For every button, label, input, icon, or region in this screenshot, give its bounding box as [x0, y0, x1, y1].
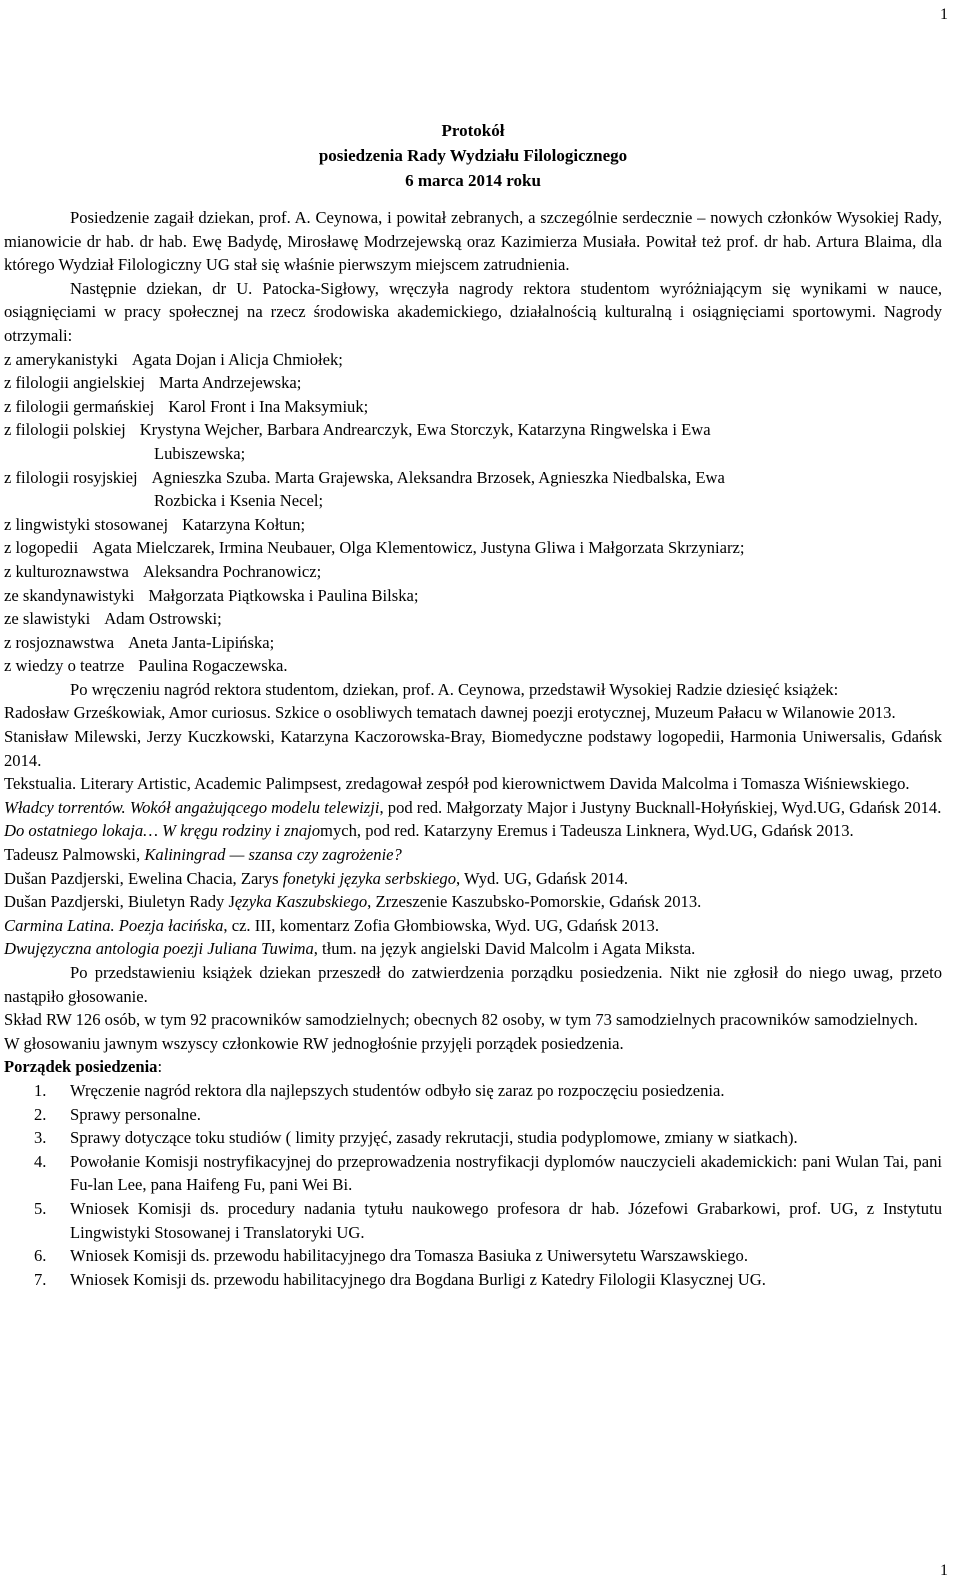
award-names: Aleksandra Pochranowicz;	[142, 561, 322, 581]
award-field: ze slawistyki	[4, 609, 91, 629]
award-field: z lingwistyki stosowanej	[4, 514, 169, 534]
agenda-item-text: Wniosek Komisji ds. przewodu habilitacyjnego dra Tomasza Basiuka z Uniwersytetu Warszawskiego.	[70, 1246, 748, 1266]
agenda-heading-colon: :	[157, 1057, 163, 1077]
book-entry	[4, 796, 942, 820]
award-names: Małgorzata Piątkowska i Paulina Bilska;	[148, 585, 419, 605]
book-entry	[4, 725, 942, 772]
award-names: Karol Front i Ina Maksymiuk;	[168, 396, 369, 416]
title-line-1: Protokół	[441, 121, 505, 140]
award-names: Agata Dojan i Alicja Chmiołek;	[131, 349, 343, 369]
book-text: Tadeusz Palmowski,	[4, 845, 145, 865]
awards-intro-paragraph: Następnie dziekan, dr U. Patocka-Sigłowy, wręczyła nagrody rektora studentom wyróżniającym się wynikami w nauce, osiągnięciami w pracy społecznej na rzecz środowiska akademickiego, działalnością kulturalną i osiągnięciami sportowymi. Nagrody otrzymali:	[4, 278, 942, 345]
agenda-heading	[4, 1055, 942, 1079]
agenda-item	[4, 1197, 942, 1244]
document-title	[4, 118, 942, 193]
agenda-item-number: 1.	[34, 1080, 47, 1100]
book-text: Dušan Pazdjerski, Biuletyn Rady J	[4, 892, 235, 912]
book-entry	[4, 867, 942, 891]
award-row	[4, 371, 942, 395]
book-entry	[4, 819, 942, 843]
book-title-italic: Carmina Latina. Poezja łacińska	[4, 915, 224, 935]
agenda-item-number: 2.	[34, 1104, 47, 1124]
award-names: Adam Ostrowski;	[104, 609, 222, 629]
agenda-item-text: Powołanie Komisji nostryfikacyjnej do przeprowadzenia nostryfikacji dyplomów nauczycieli akademickich: pani Wulan Tai, pani Fu-lan Lee, pana Haifeng Fu, pani Wei Bi.	[70, 1151, 942, 1195]
book-text: mych, pod red. Katarzyny Eremus i Tadeusza Linknera, Wyd.UG, Gdańsk 2013.	[320, 821, 854, 841]
award-field: z filologii angielskiej	[4, 373, 146, 393]
vote-paragraph: W głosowaniu jawnym wszyscy członkowie RW jednogłośnie przyjęli porządek posiedzenia.	[4, 1033, 624, 1053]
document-body	[4, 118, 942, 1291]
award-row	[4, 560, 942, 584]
award-row	[4, 607, 942, 631]
award-names: Katarzyna Kołtun;	[182, 514, 306, 534]
agenda-item-number: 7.	[34, 1269, 47, 1289]
award-names: Paulina Rogaczewska.	[138, 656, 288, 676]
book-title-italic: fonetyki języka serbskiego	[282, 868, 457, 888]
award-names: Marta Andrzejewska;	[159, 373, 302, 393]
award-names: Aneta Janta-Lipińska;	[128, 632, 275, 652]
award-field: z rosjoznawstwa	[4, 632, 115, 652]
agenda-item	[4, 1126, 942, 1150]
book-entry	[4, 914, 942, 938]
book-text: Radosław Grześkowiak, Amor curiosus. Szkice o osobliwych tematach dawnej poezji erotycznej, Muzeum Pałacu w Wilanowie 2013.	[4, 703, 896, 723]
book-entry	[4, 701, 942, 725]
award-row	[4, 536, 942, 560]
book-text: , Wyd. UG, Gdańsk 2014.	[456, 868, 629, 888]
award-field: z wiedzy o teatrze	[4, 656, 125, 676]
book-text: , tłum. na język angielski David Malcolm i Agata Miksta.	[313, 939, 696, 959]
agenda-item	[4, 1103, 942, 1127]
award-row	[4, 654, 942, 678]
award-names-continued: Rozbicka i Ksenia Necel;	[154, 491, 324, 511]
award-row	[4, 466, 942, 490]
award-field: z filologii germańskiej	[4, 396, 155, 416]
award-row	[4, 631, 942, 655]
award-field: z logopedii	[4, 538, 79, 558]
book-text: , cz. III, komentarz Zofia Głombiowska, Wyd. UG, Gdańsk 2013.	[223, 915, 659, 935]
award-names-continued: Lubiszewska;	[154, 443, 246, 463]
opening-paragraph: Posiedzenie zagaił dziekan, prof. A. Ceynowa, i powitał zebranych, a szczególnie serdecznie – nowych członków Wysokiej Rady, mianowicie dr hab. dr hab. Ewę Badydę, Mirosławę Modrzejewską oraz Kazimierza Musiała. Powitał też prof. dr hab. Artura Blaima, dla którego Wydział Filologiczny UG stał się właśnie pierwszym miejscem zatrudnienia.	[4, 208, 942, 275]
agenda-item-text: Wniosek Komisji ds. przewodu habilitacyjnego dra Bogdana Burligi z Katedry Filologii Klasycznej UG.	[70, 1269, 766, 1289]
page-number-top: 1	[940, 6, 948, 23]
page-number-bottom: 1	[940, 1562, 948, 1579]
agenda-item-number: 6.	[34, 1246, 47, 1266]
book-entry	[4, 843, 942, 867]
book-text: , Zrzeszenie Kaszubsko-Pomorskie, Gdańsk 2013.	[367, 892, 702, 912]
agenda-item-text: Wręczenie nagród rektora dla najlepszych studentów odbyło się zaraz po rozpoczęciu posiedzenia.	[70, 1080, 725, 1100]
award-row	[4, 584, 942, 608]
award-names: Agata Mielczarek, Irmina Neubauer, Olga Klementowicz, Justyna Gliwa i Małgorzata Skrzyniarz;	[92, 538, 745, 558]
title-line-2: posiedzenia Rady Wydziału Filologicznego	[318, 146, 628, 165]
books-intro-paragraph: Po wręczeniu nagród rektora studentom, dziekan, prof. A. Ceynowa, przedstawił Wysokiej Radzie dziesięć książek:	[70, 679, 839, 699]
award-row	[4, 348, 942, 372]
agenda-item-text: Sprawy personalne.	[70, 1104, 201, 1124]
agenda-item	[4, 1268, 942, 1292]
agenda-item-text: Wniosek Komisji ds. procedury nadania tytułu naukowego profesora dr hab. Józefowi Grabarkowi, prof. UG, z Instytutu Lingwistyki Stosowanej i Translatoryki UG.	[70, 1198, 942, 1242]
book-entry	[4, 772, 942, 796]
agenda-heading-text: Porządek posiedzenia	[4, 1057, 158, 1077]
book-text: Dušan Pazdjerski, Ewelina Chacia, Zarys	[4, 868, 283, 888]
after-books-paragraph: Po przedstawieniu książek dziekan przeszedł do zatwierdzenia porządku posiedzenia. Nikt nie zgłosił do niego uwag, przeto nastąpiło głosowanie.	[4, 963, 942, 1006]
agenda-item-text: Sprawy dotyczące toku studiów ( limity przyjęć, zasady rekrutacji, studia podyplomowe, zmiany w siatkach).	[70, 1128, 798, 1148]
agenda-item	[4, 1150, 942, 1197]
agenda-item-number: 4.	[34, 1151, 47, 1171]
award-row	[4, 395, 942, 419]
books-list	[4, 701, 942, 961]
award-row	[4, 418, 942, 442]
award-row	[4, 513, 942, 537]
award-names: Agnieszka Szuba. Marta Grajewska, Aleksandra Brzosek, Agnieszka Niedbalska, Ewa	[151, 467, 725, 487]
agenda-item	[4, 1079, 942, 1103]
book-title-italic: Do ostatniego lokaja… W kręgu rodziny i znajo	[4, 821, 321, 841]
award-field: z amerykanistyki	[4, 349, 118, 369]
awards-list	[4, 348, 942, 678]
book-text: Stanisław Milewski, Jerzy Kuczkowski, Katarzyna Kaczorowska-Bray, Biomedyczne podstawy logopedii, Harmonia Uniwersalis, Gdańsk 2014.	[4, 727, 942, 770]
award-field: ze skandynawistyki	[4, 585, 135, 605]
book-entry	[4, 937, 942, 961]
book-entry	[4, 890, 942, 914]
composition-paragraph: Skład RW 126 osób, w tym 92 pracowników samodzielnych; obecnych 82 osoby, w tym 73 samodzielnych pracowników samodzielnych.	[4, 1010, 918, 1030]
award-names: Krystyna Wejcher, Barbara Andrearczyk, Ewa Storczyk, Katarzyna Ringwelska i Ewa	[139, 420, 711, 440]
agenda-item	[4, 1244, 942, 1268]
agenda-item-number: 3.	[34, 1128, 47, 1148]
title-line-3: 6 marca 2014 roku	[405, 171, 541, 190]
agenda-list	[4, 1079, 942, 1291]
book-title-italic: Władcy torrentów. Wokół angażującego modelu telewizji	[4, 797, 380, 817]
book-text: Tekstualia. Literary Artistic, Academic Palimpsest, zredagował zespół pod kierownictwem Davida Malcolma i Tomasza Wiśniewskiego.	[4, 774, 910, 794]
book-text: , pod red. Małgorzaty Major i Justyny Bucknall-Hołyńskiej, Wyd.UG, Gdańsk 2014.	[379, 797, 942, 817]
book-title-italic: ęzyka Kaszubskiego	[234, 892, 368, 912]
award-field: z kulturoznawstwa	[4, 561, 129, 581]
book-title-italic: Dwujęzyczna antologia poezji Juliana Tuwima	[4, 939, 314, 959]
award-field: z filologii rosyjskiej	[4, 467, 138, 487]
agenda-item-number: 5.	[34, 1198, 47, 1218]
book-title-italic: Kaliningrad — szansa czy zagrożenie?	[144, 845, 402, 865]
award-field: z filologii polskiej	[4, 420, 126, 440]
